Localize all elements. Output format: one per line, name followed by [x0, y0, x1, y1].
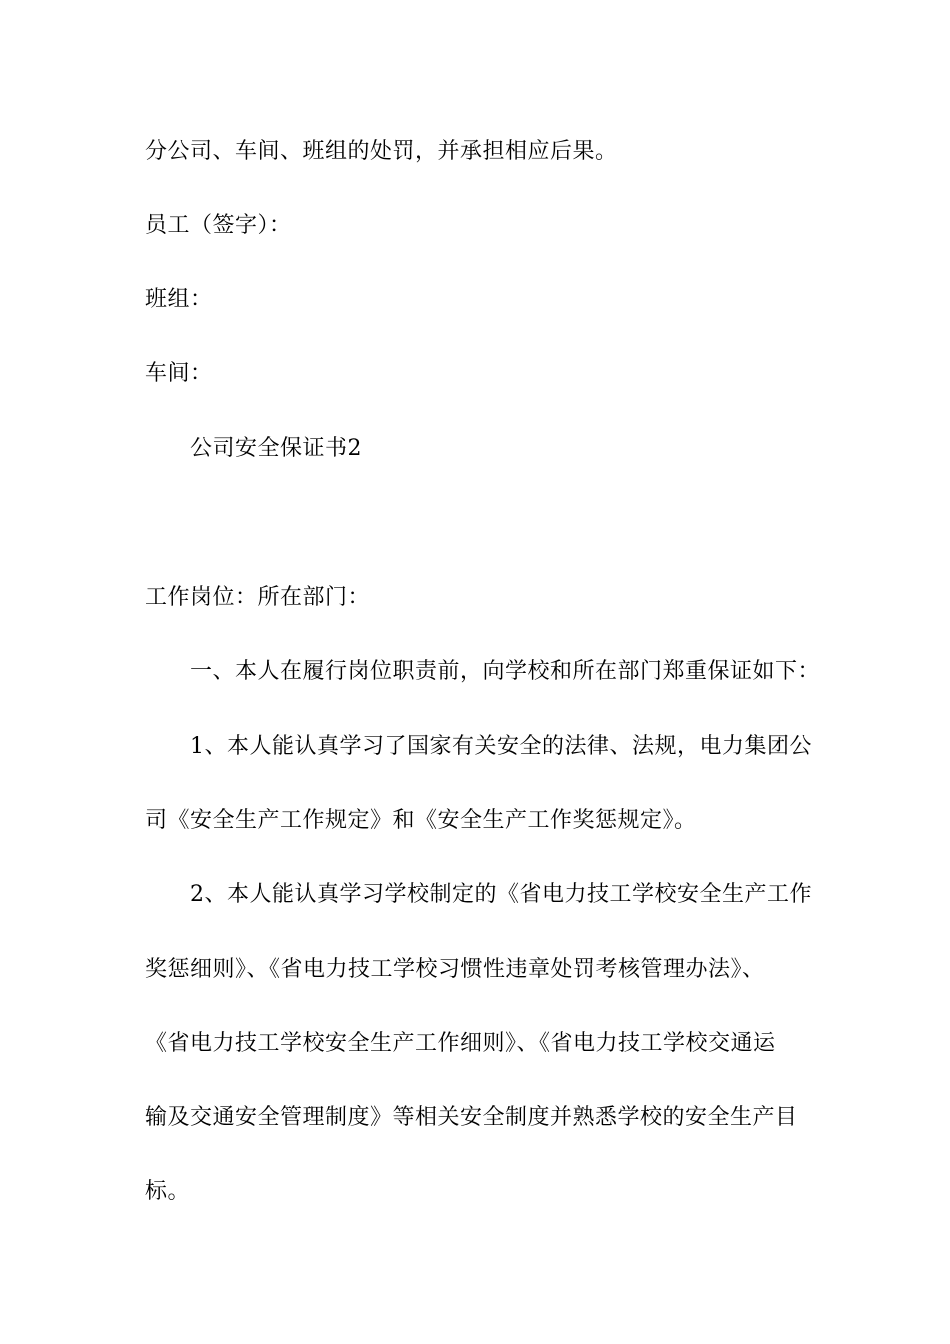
employee-signature-label: 员工（签字）： — [145, 213, 292, 238]
pledge-item-2-line-1: 2、本人能认真学习学校制定的《省电力技工学校安全生产工作 — [190, 882, 812, 907]
section-title: 公司安全保证书2 — [190, 436, 362, 461]
pledge-item-1-line-2: 司《安全生产工作规定》和《安全生产工作奖惩规定》。 — [145, 808, 697, 833]
position-department-label: 工作岗位：所在部门： — [145, 585, 371, 610]
paragraph-continuation: 分公司、车间、班组的处罚，并承担相应后果。 — [145, 139, 618, 164]
pledge-item-2-line-5: 标。 — [145, 1179, 191, 1204]
pledge-item-2-line-3: 《省电力技工学校安全生产工作细则》、《省电力技工学校交通运 — [145, 1031, 776, 1056]
workshop-label: 车间： — [145, 361, 213, 386]
pledge-item-2-line-2: 奖惩细则》、《省电力技工学校习惯性违章处罚考核管理办法》、 — [145, 957, 765, 982]
team-label: 班组： — [145, 287, 213, 312]
pledge-item-1-line-1: 1、本人能认真学习了国家有关安全的法律、法规，电力集团公 — [190, 734, 812, 759]
pledge-intro: 一、本人在履行岗位职责前，向学校和所在部门郑重保证如下： — [190, 659, 821, 684]
pledge-item-2-line-4: 输及交通安全管理制度》等相关安全制度并熟悉学校的安全生产目 — [145, 1105, 798, 1130]
